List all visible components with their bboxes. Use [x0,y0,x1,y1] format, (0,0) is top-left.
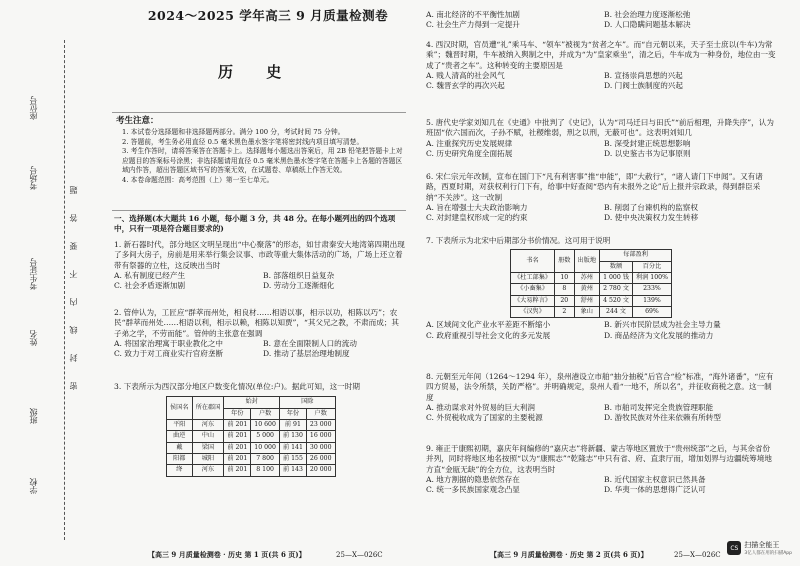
question-stem: 9. 雍正于康熙初期，嘉庆年间编修的“嘉庆志”将新疆、蒙古等地区置放于“贵州统部”之后，与其余省份并列，同时将地区地名按照“以为“康熙志”“乾隆志”中只有省、府、直隶厅而，增加划界与边疆统筹境地方直“金瓯无缺”的全方位，这表明当时 [426,444,772,474]
option: B. 深受封建正统思想影响 [604,138,691,148]
question-stem: 8. 元朝至元年间（1264～1294 年），泉州港设立市舶“抽分抽税”后官合“检”标准，“海外诸番”，“应有四方贸易，法令所禁，关防严格”。并明确规定，泉州人看“一地不，所以名”，并征收商税之意。这一制度 [426,372,774,402]
table-cell: 139% [632,295,671,306]
option: A. 注重探究历史发展规律 [426,138,513,148]
table-body [511,272,672,317]
table-cell: 前 201 [224,419,251,430]
option: C. 魏晋玄学的再次兴起 [426,81,505,90]
scanner-name: 扫描全能王 [744,541,780,549]
table-row [511,295,672,306]
table-cell: 前 155 [279,454,306,465]
option-list [426,403,776,424]
table-cell: 《汉隽》 [511,307,555,318]
table-header: 出版地 [574,250,600,273]
notice-heading: 考生注意： [116,116,159,126]
table-header: 侯国名 [167,397,193,420]
table-row [511,307,672,318]
table-cell: 5 000 [251,431,280,442]
option: C. 对封建皇权形成一定的约束 [426,213,528,222]
table-cell: 平阳 [167,419,193,430]
table-subheader: 户数 [306,408,335,419]
question-2 [114,308,406,359]
table-subheader: 年份 [279,408,306,419]
table-cell: 利润 100% [632,272,671,283]
table-cell: 前 91 [279,419,306,430]
page-1 [108,0,408,566]
option: C. 历史研究角度全面拓展 [426,148,513,158]
table-cell: 黄州 [574,284,600,295]
scanner-watermark [727,540,792,556]
option: D. 劳动分工逐渐细化 [263,281,335,290]
name-label: 姓名 [29,330,38,346]
table-cell: 10 000 [251,442,280,453]
table-cell: 苏州 [574,272,600,283]
table-cell: 梁国 [192,442,224,453]
seat-number-label: 座位号 [29,96,38,120]
question-stem: 5. 唐代史学家刘知几在《史通》中批判了《史记》，认为“司马迁曰与田氏”“前后相理，升降失序”，认为班固“依六国而次，子孙不赋，社稷维弱，刑之以刑，无蔽可也”。这表明刘知几 [426,118,774,138]
table-cell: 曲逆 [167,431,193,442]
table-cell: 《杜工部集》 [511,272,555,283]
table-header: 册数 [555,250,574,273]
page-1-footer [148,550,383,560]
option: C. 社会矛盾逐渐加剧 [114,281,186,290]
footer-text: 【高三 9 月质量检测卷 · 历史 第 2 页(共 6 页)】 [490,549,648,559]
table-cell: 前 130 [279,431,306,442]
page-2-footer [490,550,721,560]
table-row [167,454,336,465]
table-cell: 戴 [167,442,193,453]
table-row [167,442,336,453]
option: A. 推动谋求对外贸易的巨大利润 [426,402,536,412]
table-header: 每部盈利 [600,250,672,261]
option-list [426,203,776,224]
table-row [167,419,336,430]
class-label: 班级 [29,408,38,424]
question-3-options [426,10,776,31]
footer-code: 25—X—026C [674,550,721,559]
option: A. 区域间文化产业水平差距不断缩小 [426,320,551,330]
question-6 [426,172,776,223]
table-cell: 244 文 [600,307,633,318]
option: C. 政府重视引导社会文化的多元发展 [426,330,551,340]
table-header: 书名 [511,250,555,273]
binding-strip [0,0,110,566]
table-cell: 2 780 文 [600,284,633,295]
table-subheader: 百分比 [632,261,671,272]
seal-line [64,40,65,540]
table-cell: 26 000 [306,454,335,465]
table-cell: 7 800 [251,454,280,465]
table-subheader: 数额 [600,261,633,272]
table-row [167,431,336,442]
notice-bottom-rule [112,210,406,211]
question-stem: 6. 宋仁宗元年改制，宣布在国门下“凡有利害事”推“申能”，即“大赦行”，“诸人请门下申闻”。又有诸路，西夏时期，对获权利行门下有，给事中好查阅“恐内有未报外之论”后上报并宗政录，得到群臣采纳“不关涉”。这一改制 [426,172,763,202]
table-cell: 城阳 [192,454,224,465]
school-label: 学校 [29,478,38,494]
table-cell: 前 201 [224,454,251,465]
option: B. 削弱了台谏机构的监察权 [604,202,698,212]
option-list [114,339,406,360]
table-cell: 4 520 文 [600,295,633,306]
table-subheader: 户数 [251,408,280,419]
table-header: 国除 [279,397,335,408]
table-cell: 舒州 [574,295,600,306]
option: D. 以史鉴古书为记事原则 [604,148,691,158]
footer-code: 25—X—026C [336,550,383,559]
exam-id-label: 考生证号 [29,258,38,290]
cut-mark-4: 不 [69,270,78,278]
cut-mark-2: 答 [69,214,78,222]
option-list [426,475,776,496]
table-subheader: 年份 [224,408,251,419]
option: B. 市舶司发挥完全贵族管理职能 [604,402,714,412]
table-cell: 16 000 [306,431,335,442]
table-cell: 2 [555,307,574,318]
table-cell: 中山 [192,431,224,442]
option: A. 贱人清高的社会风气 [426,70,505,80]
question-3 [114,382,406,477]
cut-mark-8: 密 [69,382,78,390]
option: B. 近代国家主权意识已然具备 [604,474,706,484]
cut-mark-1: 题 [69,186,78,194]
question-stem: 7. 下表所示为北宋中后期部分书价情况。这可用于说明 [426,236,611,245]
option: A. 私有制度已经产生 [114,270,186,280]
table-cell: 绛 [167,465,193,476]
table-cell: 前 201 [224,465,251,476]
notice-top-rule [112,112,406,113]
section-heading: 一、选择题(本大题共 16 小题，每小题 3 分，共 48 分。在每小题列出的四个选项中，只有一项是符合题目要求的) [114,214,396,234]
exam-room-label: 考场号 [29,166,38,190]
table-header: 始封 [224,397,280,408]
option: D. 使中央决策权力发生转移 [604,213,699,222]
option: B. 社会治理力度逐渐松弛 [604,10,691,19]
question-7 [426,236,776,341]
book-price-table [510,249,672,318]
option: D. 商品经济为文化发展的推动力 [604,330,714,340]
notice-list [122,128,406,185]
option-list [114,271,406,292]
table-cell: 前 201 [224,442,251,453]
table-header: 所在郡国 [192,397,224,420]
table-cell: 《大易粹言》 [511,295,555,306]
table-cell: 10 [555,272,574,283]
option: D. 人口隐瞒问题基本解决 [604,20,691,30]
table-cell: 20 000 [306,465,335,476]
table-row [167,465,336,476]
option: D. 推动了基层治理地制度 [263,349,350,358]
table-cell: 10 600 [251,419,280,430]
notice-item: 3. 考生作答时，请将答案答在答题卡上。选择题每小题选出答案后，用 2B 铅笔把答题卡上对应题目的答案标号涂黑；非选择题请用直径 0.5 毫米黑色墨水签字笔在答题卡上各题的答题区域内作答，超出答题区域书写的答案无效，在试题卷、草稿纸上作答无效。 [122,147,403,175]
option: A. 地方割据的隐患依然存在 [426,474,520,484]
question-9 [426,444,776,495]
table-cell: 8 [555,284,574,295]
notice-item: 2. 答题前，考生务必用直径 0.5 毫米黑色墨水签字笔将密封线内项目填写清楚。 [122,137,364,146]
table-body [167,419,336,476]
option: B. 意在全面限制人口的流动 [263,338,357,348]
option: C. 致力于对工商业实行官府垄断 [114,349,224,358]
cut-mark-3: 要 [69,242,78,250]
question-5 [426,118,776,159]
table-cell: 23 000 [306,419,335,430]
table-cell: 前 143 [279,465,306,476]
footer-text: 【高三 9 月质量检测卷 · 历史 第 1 页(共 6 页)】 [148,549,306,559]
option: C. 社会生产力得到一定提升 [426,20,520,30]
option: A. 将国家治理寓于职业教化之中 [114,338,224,348]
notice-item: 1. 本试卷分选择题和非选择题两部分。满分 100 分，考试时间 75 分钟。 [122,128,345,136]
option: B. 部落组织日益复杂 [263,270,335,280]
table-cell: 河东 [192,465,224,476]
scanner-subtitle: 3亿人都在用的扫描App [744,551,792,556]
question-stem: 3. 下表所示为西汉部分地区户数变化情况(单位:户)。据此可知，这一时期 [114,382,360,391]
question-1 [114,240,406,291]
table-cell: 69% [632,307,671,318]
question-4 [426,40,776,91]
option: B. 新兴市民阶层成为社会主导力量 [604,320,721,330]
table-cell: 233% [632,284,671,295]
subject-title: 历 史 [218,63,296,81]
option-list [426,139,776,160]
table-cell: 前 141 [279,442,306,453]
option-list [426,10,776,31]
table-row [511,284,672,295]
question-stem: 1. 新石器时代，部分地区文明呈现出“中心聚落”的形态，如甘肃秦安大地湾第四期出现了多间大房子，房前是用来举行集会议事、市政等重大集体活动的广场，广场上还立着带有祭器的立柱，这反映出当时 [114,240,405,270]
camscanner-icon: CS [727,541,741,555]
question-stem: 4. 西汉时期，官员遭“礼”乘马车、“领车”被视为“贫者之车”。而“自元朝以来，天子至士庶以(牛车)为常乘”；魏晋时期，牛车被纳入舆制之中，并成为“为”皇家乘坐”，清之后，牛车成为一种身份，地位由一变成了“贵者之车”。这种转变的主要原因是 [426,40,776,70]
cut-mark-6: 线 [69,326,78,334]
page-2 [420,0,782,566]
table-cell: 30 000 [306,442,335,453]
table-cell: 1 000 钱 [600,272,633,283]
exam-title: 2024～2025 学年高三 9 月质量检测卷 [147,8,389,23]
option: C. 外贸税收成为了国家的主要税源 [426,413,543,422]
option: B. 宣扬崇尚思想的兴起 [604,70,683,80]
cut-mark-5: 内 [69,298,78,306]
household-table [166,396,336,477]
table-cell: 前 201 [224,431,251,442]
table-row [511,272,672,283]
option: C. 统一多民族国家观念凸显 [426,485,520,494]
table-cell: 《小畜集》 [511,284,555,295]
option-list [426,71,776,92]
option: A. 旨在增强士大夫政治影响力 [426,202,528,212]
option-list [426,320,776,341]
notice-item: 4. 本卷命题范围：高考范围（上）第一至七单元。 [122,175,274,184]
option: D. 游牧民族对外往来依赖有所转型 [604,413,721,422]
option: A. 南北经济的不平衡性加剧 [426,10,520,19]
table-cell: 河东 [192,419,224,430]
option: D. 华夷一体的思想得广泛认可 [604,485,706,494]
table-cell: 20 [555,295,574,306]
table-cell: 象山 [574,307,600,318]
question-stem: 2. 管仲认为，工匠应“群萃而州处，相良材……相语以事，相示以功，相陈以巧”；农民“群萃而州处……相语以利，相示以赖，相陈以知贾”，“其父兄之教，不肃而成；其子弟之学，不劳而能”。管仲的主张意在强调 [114,308,400,338]
table-cell: 阳都 [167,454,193,465]
question-8 [426,372,776,423]
option: D. 门阀士族制度的兴起 [604,81,683,90]
cut-mark-7: 封 [69,354,78,362]
table-cell: 8 100 [251,465,280,476]
